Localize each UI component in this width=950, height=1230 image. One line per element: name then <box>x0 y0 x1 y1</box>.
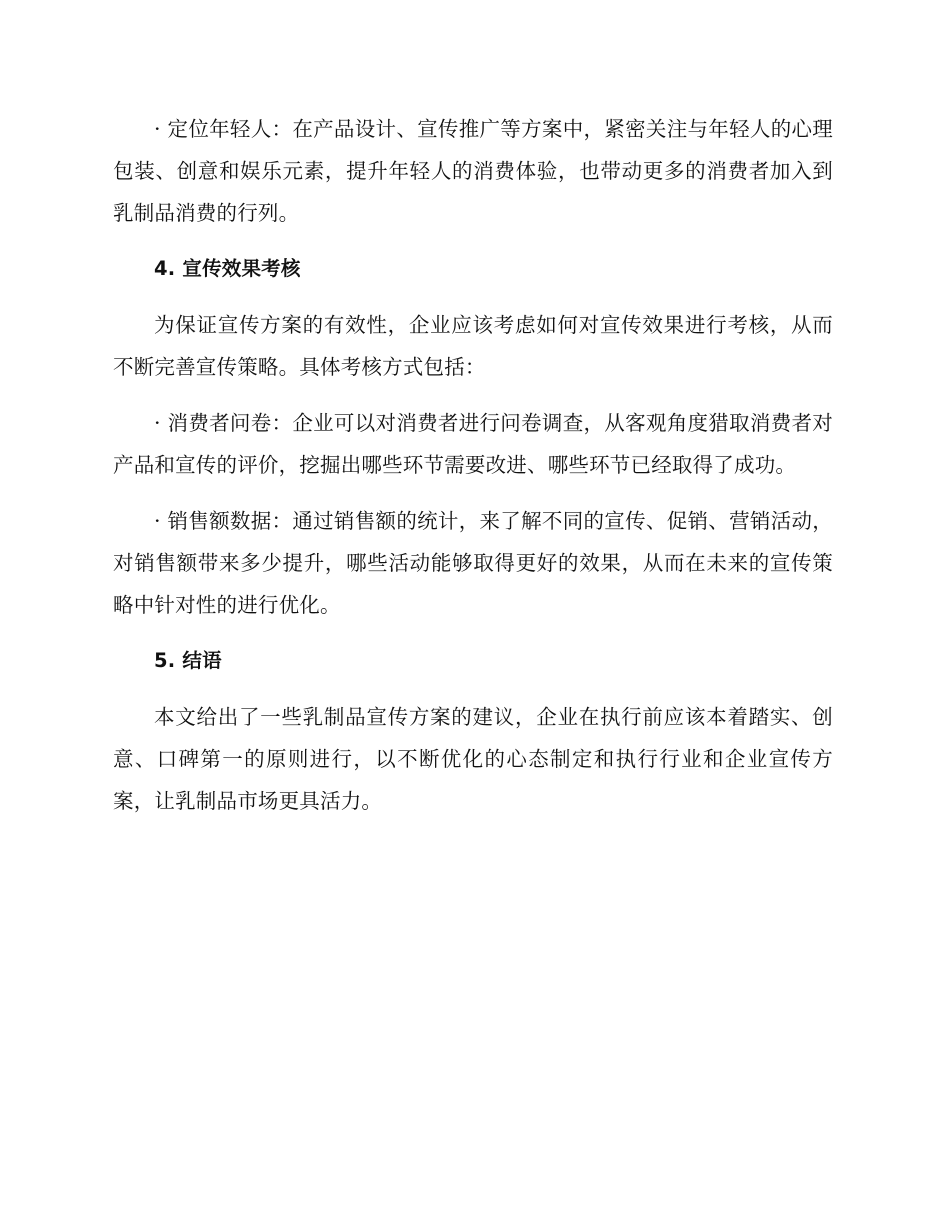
bullet-sales-data: · 销售额数据：通过销售额的统计，来了解不同的宣传、促销、营销活动，对销售额带来多少提升，哪些活动能够取得更好的效果，从而在未来的宣传策略中针对性的进行优化。 <box>113 509 833 617</box>
section-heading-evaluation: 4. 宣传效果考核 <box>154 257 301 280</box>
section-heading-conclusion: 5. 结语 <box>154 649 222 672</box>
document-page <box>113 108 833 836</box>
bullet-target-young-people: · 定位年轻人：在产品设计、宣传推广等方案中，紧密关注与年轻人的心理包装、创意和娱乐元素，提升年轻人的消费体验，也带动更多的消费者加入到乳制品消费的行列。 <box>113 117 833 225</box>
bullet-consumer-survey: · 消费者问卷：企业可以对消费者进行问卷调查，从客观角度猎取消费者对产品和宣传的评价，挖掘出哪些环节需要改进、哪些环节已经取得了成功。 <box>113 411 833 477</box>
evaluation-intro-paragraph: 为保证宣传方案的有效性，企业应该考虑如何对宣传效果进行考核，从而不断完善宣传策略。具体考核方式包括： <box>113 313 833 379</box>
conclusion-paragraph: 本文给出了一些乳制品宣传方案的建议，企业在执行前应该本着踏实、创意、口碑第一的原则进行，以不断优化的心态制定和执行行业和企业宣传方案，让乳制品市场更具活力。 <box>113 705 833 813</box>
